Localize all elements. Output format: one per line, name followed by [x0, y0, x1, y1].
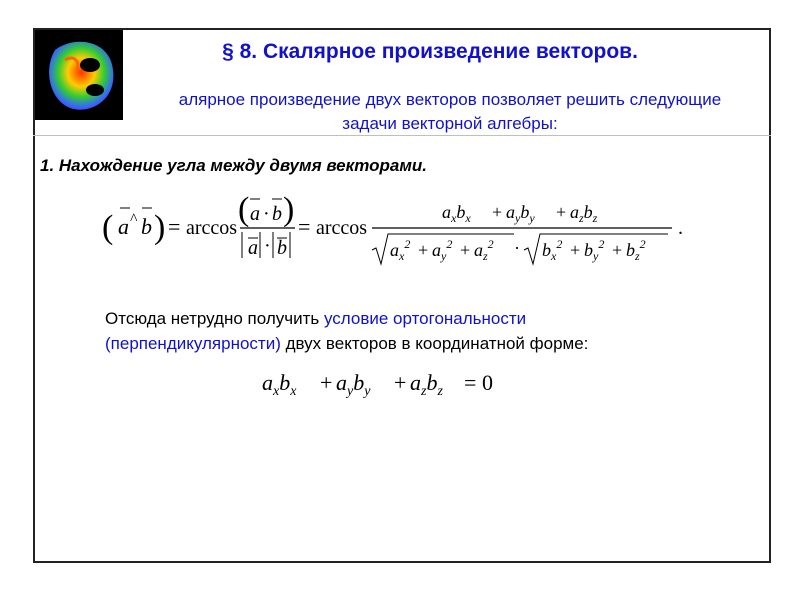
arccos-1: arccos: [186, 217, 238, 239]
svg-text:b: b: [277, 237, 287, 259]
svg-text:+: +: [394, 370, 407, 395]
angle-formula: [100, 190, 700, 272]
svg-text:az2: $a_z^2$: [474, 237, 494, 263]
para-line-1: Отсюда нетрудно получить условие ортогональности: [105, 309, 527, 328]
perpendicularity-term: (перпендикулярности): [105, 334, 281, 353]
torus-logo-icon: [35, 30, 123, 120]
equals-2: =: [298, 214, 311, 239]
svg-text:·: ·: [263, 203, 270, 225]
svg-text:+: +: [612, 240, 623, 260]
equals-1: =: [168, 214, 181, 239]
arccos-2: arccos: [316, 217, 368, 239]
svg-text:ayby: $a_yb_y$: [506, 202, 535, 225]
orthogonality-formula: [260, 362, 500, 406]
svg-text:+: +: [570, 240, 581, 260]
orthogonality-term: условие ортогональности: [323, 309, 527, 328]
svg-text:a: a: [250, 203, 260, 225]
svg-text:axbx: $a_xb_x$: [442, 202, 471, 225]
svg-text:ay2: $a_y^2$: [432, 237, 453, 263]
paren-close: ): [154, 209, 166, 246]
svg-text:azbz: $a_zb_z$: [570, 202, 598, 225]
svg-text:ayby: $a_yb_y$: [336, 370, 371, 399]
intro-text: [120, 88, 780, 136]
vec-a: a: [118, 214, 129, 239]
big-paren-open: (: [238, 191, 250, 228]
hat-symbol: ^: [130, 211, 138, 228]
section-heading: 1. Нахождение угла между двумя векторами.: [40, 156, 428, 175]
intro-line-2: задачи векторной алгебры:: [342, 114, 558, 133]
svg-text:ax2: $a_x^2$: [390, 237, 411, 263]
svg-text:by2: $b_y^2$: [584, 237, 605, 263]
svg-text:a: a: [248, 237, 258, 259]
slide-title: § 8. Скалярное произведение векторов.: [222, 40, 638, 63]
svg-text:bz2: $b_z^2$: [626, 237, 646, 263]
svg-text:+: +: [320, 370, 333, 395]
svg-text:b: b: [272, 203, 282, 225]
svg-text:·: ·: [514, 238, 520, 258]
svg-text:axbx: $a_xb_x$: [262, 370, 297, 399]
svg-text:+: +: [492, 202, 503, 222]
svg-text:azbz: $a_zb_z$: [410, 370, 443, 399]
vec-b: b: [141, 214, 152, 239]
para-line-2: (перпендикулярности) двух векторов в координатной форме:: [105, 334, 589, 353]
svg-text:·: ·: [264, 235, 271, 257]
svg-text:+: +: [460, 240, 471, 260]
svg-text:+: +: [556, 202, 567, 222]
orthogonality-paragraph: [105, 306, 705, 356]
period: .: [678, 217, 683, 239]
intro-line-1: алярное произведение двух векторов позволяет решить следующие: [178, 90, 722, 109]
svg-text:bx2: $b_x^2$: [542, 237, 563, 263]
svg-text:): ): [283, 191, 295, 228]
svg-text:=: =: [464, 370, 477, 395]
paren-open: (: [102, 209, 114, 246]
zero: 0: [482, 370, 493, 395]
svg-text:+: +: [418, 240, 429, 260]
